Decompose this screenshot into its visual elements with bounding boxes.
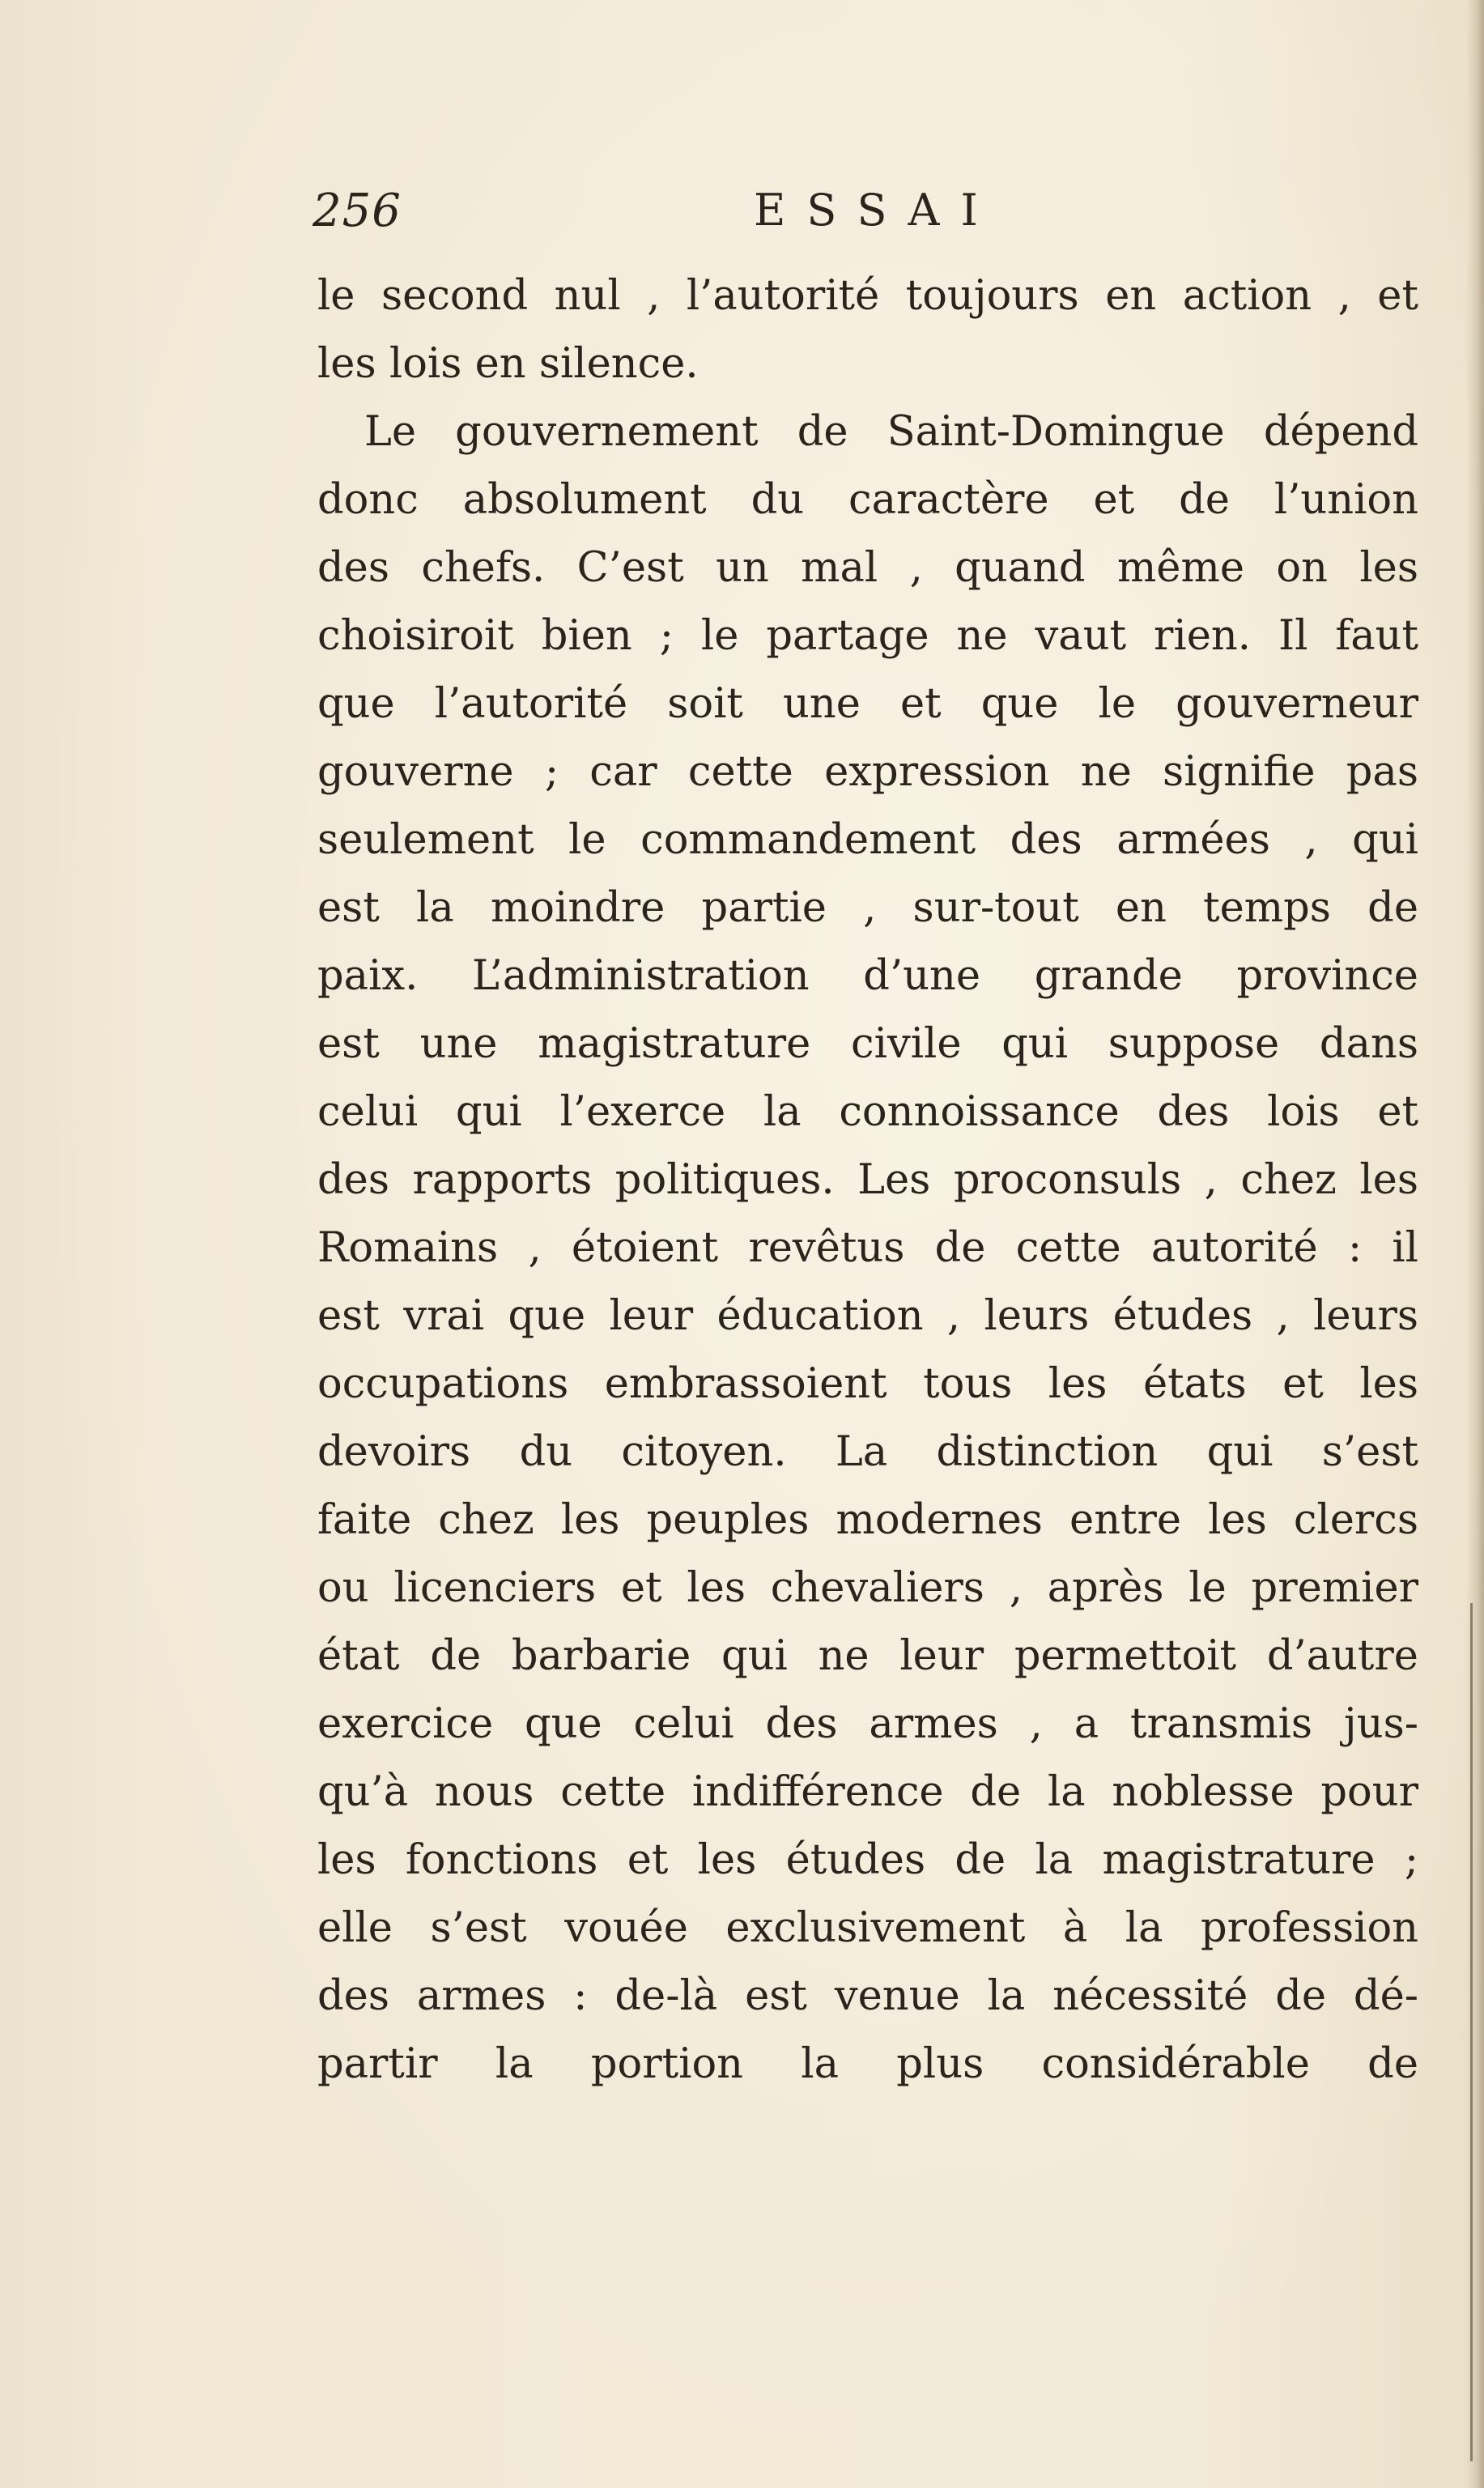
text-line: exercice que celui des armes , a transmis jus-	[317, 1700, 1418, 1748]
text-line: seulement le commandement des armées , qui	[317, 816, 1418, 864]
text-line: est la moindre partie , sur-tout en temps de	[317, 884, 1418, 932]
text-line: des rapports politiques. Les proconsuls , chez les	[317, 1156, 1418, 1204]
page-edge-shadow	[1466, 0, 1484, 2488]
text-line: partir la portion la plus considérable de	[317, 2040, 1418, 2088]
text-line: elle s’est vouée exclusivement à la profession	[317, 1904, 1418, 1952]
text-line: les lois en silence.	[317, 340, 699, 388]
page-edge-line	[1470, 1603, 1473, 2461]
page-header	[313, 185, 1422, 249]
text-line: devoirs du citoyen. La distinction qui s’est	[317, 1428, 1418, 1476]
text-line: ou licenciers et les chevaliers , après le premier	[317, 1564, 1418, 1612]
text-line: faite chez les peuples modernes entre les clercs	[317, 1496, 1418, 1544]
text-line: choisiroit bien ; le partage ne vaut rien. Il faut	[317, 612, 1418, 660]
text-line: celui qui l’exerce la connoissance des lois et	[317, 1088, 1418, 1136]
text-line: paix. L’administration d’une grande province	[317, 952, 1418, 1000]
running-head: ESSAI	[754, 185, 999, 236]
text-line: des chefs. C’est un mal , quand même on les	[317, 544, 1418, 592]
text-line: état de barbarie qui ne leur permettoit d’autre	[317, 1632, 1418, 1680]
text-line: est une magistrature civile qui suppose dans	[317, 1020, 1418, 1068]
body-text	[317, 262, 1418, 2099]
text-line: qu’à nous cette indifférence de la noblesse pour	[317, 1768, 1418, 1816]
text-line: occupations embrassoient tous les états et les	[317, 1360, 1418, 1408]
text-line: que l’autorité soit une et que le gouverneur	[317, 680, 1418, 728]
text-line: Romains , étoient revêtus de cette autorité : il	[317, 1224, 1418, 1272]
text-line: est vrai que leur éducation , leurs études , leurs	[317, 1292, 1418, 1340]
text-line: donc absolument du caractère et de l’union	[317, 476, 1418, 524]
page-number: 256	[313, 185, 402, 237]
text-line: gouverne ; car cette expression ne signifie pas	[317, 748, 1418, 796]
text-line: des armes : de-là est venue la nécessité de dé-	[317, 1972, 1418, 2020]
text-line: les fonctions et les études de la magistrature ;	[317, 1836, 1418, 1884]
text-line: Le gouvernement de Saint-Domingue dépend	[364, 408, 1418, 456]
text-line: le second nul , l’autorité toujours en action , et	[317, 272, 1418, 320]
